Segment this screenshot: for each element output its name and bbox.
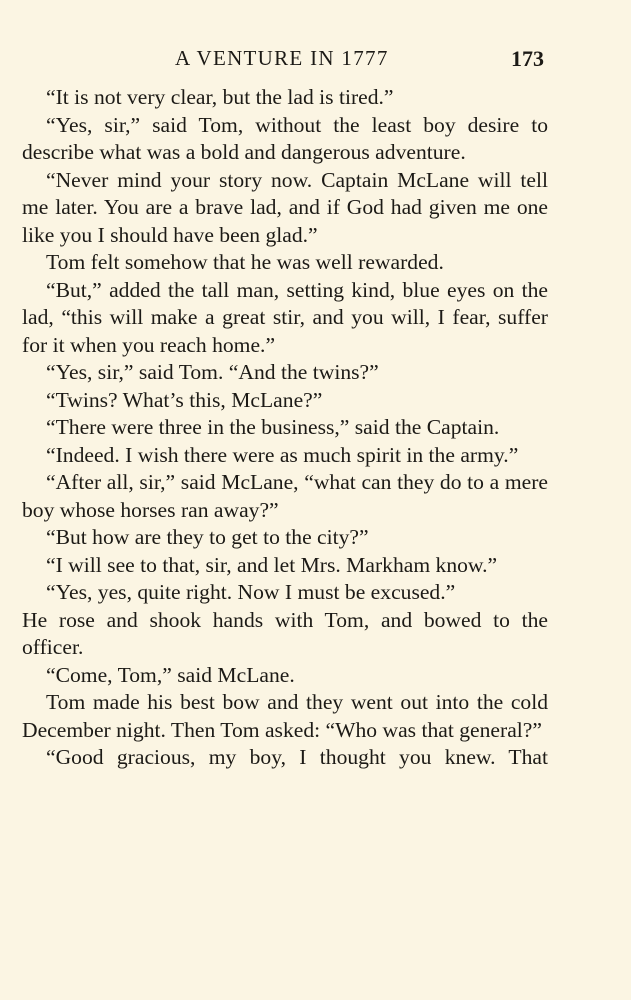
paragraph: “Come, Tom,” said McLane.: [46, 662, 295, 687]
paragraph: “But,” added the tall man, setting kind, blue eyes on the lad, “this will make a great stir, and you will, I fear, suffer for it when you reach home.”: [22, 277, 548, 357]
page-number: 173: [511, 46, 544, 71]
paragraph: “I will see to that, sir, and let Mrs. Markham know.”: [46, 552, 498, 577]
paragraph: “Never mind your story now. Captain McLane will tell me later. You are a brave lad, and if God had given me one like you I should have been glad.”: [22, 167, 548, 247]
paragraph: He rose and shook hands with Tom, and bowed to the officer.: [22, 607, 548, 659]
paragraph: “But how are they to get to the city?”: [46, 525, 369, 549]
paragraph: “After all, sir,” said McLane, “what can they do to a mere boy whose horses ran away?”: [22, 470, 548, 522]
running-header: [0, 44, 631, 78]
paragraph: “Yes, sir,” said Tom. “And the twins?”: [46, 360, 379, 384]
paragraph: Tom felt somehow that he was well rewarded.: [46, 250, 444, 274]
running-title: A VENTURE IN 1777: [175, 46, 389, 70]
paragraph: “There were three in the business,” said the Captain.: [46, 415, 500, 439]
paragraph: “Indeed. I wish there were as much spirit in the army.”: [46, 442, 519, 467]
paragraph: “Good gracious, my boy, I thought you knew. That: [46, 745, 548, 769]
paragraph: “Yes, sir,” said Tom, without the least boy desire to describe what was a bold and dangerous adventure.: [22, 112, 548, 164]
page-body: [22, 84, 548, 772]
paragraph: Tom made his best bow and they went out into the cold December night. Then Tom asked: “Who was that general?”: [22, 690, 548, 742]
paragraph: “It is not very clear, but the lad is tired.”: [46, 85, 394, 109]
paragraph: “Yes, yes, quite right. Now I must be excused.”: [46, 580, 456, 604]
paragraph: “Twins? What’s this, McLane?”: [46, 387, 323, 412]
